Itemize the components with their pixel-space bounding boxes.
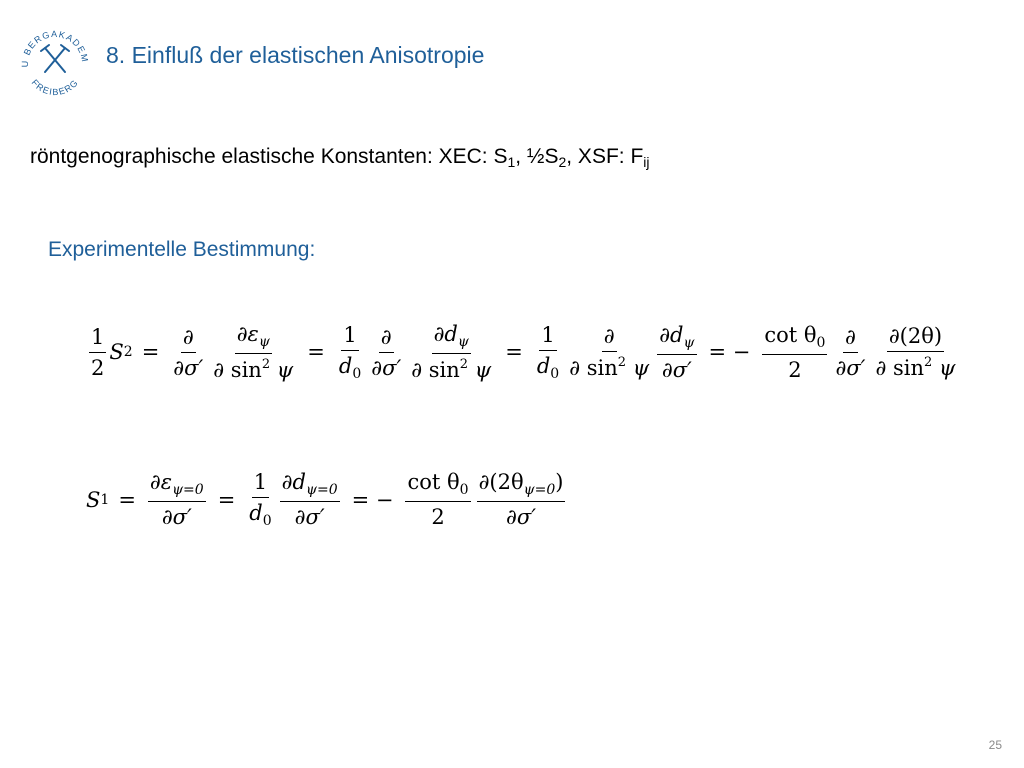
logo-ring-text-top: U BERGAKADEM (19, 28, 91, 68)
logo-ring-text-bottom: FREIBERG (29, 77, 81, 98)
section-heading: Experimentelle Bestimmung: (48, 238, 316, 261)
equation-s1: S 1 = $\frac{\partial\varepsilon_{\psi=0}}{\partial\sigma'}$ = $\frac{1}{d_0}$ $\frac{\partial d_{\psi=0}}{\partial\sigma'}$ = − $\frac{\cot \theta_0}{2}$ $\frac{\partial(2\theta_{\psi=0})}{\partial\sigma'}$ (86, 470, 564, 529)
equation-s2: $\frac{1}{2}$ S 2 = $\frac{\partial}{\partial\sigma'}$ $\frac{\partial\varepsilon_\psi}{\partial \sin^2 \psi}$ = $\frac{1}{d_0}$ $\frac{\partial}{\partial\sigma'}$ $\frac{\partial d_\psi}{\partial \sin^2 \psi}$ = $\frac{1}{d_0}$ $\frac{\partial}{\partial \sin^2 \psi}$ $\frac{\partial d_\psi}{\partial\sigma'}$ = − $\frac{\cot \theta_0}{2}$ $\frac{\partial}{\partial\sigma'}$ $\frac{\partial(2\theta)}{\partial \sin^2 \psi}$ (91, 322, 956, 382)
page-number: 25 (988, 738, 1002, 752)
slide-title: 8. Einfluß der elastischen Anisotropie (106, 42, 485, 68)
tu-bergakademie-freiberg-logo (14, 20, 96, 102)
constants-line: röntgenographische elastische Konstanten: XEC: $S_1$, $\frac{1}{2}S_2$, XSF: $F_{ij}$ (30, 145, 650, 170)
svg-text:FREIBERG (30, 77, 81, 97)
svg-text:TU BERGAKADEMIE (14, 20, 90, 67)
